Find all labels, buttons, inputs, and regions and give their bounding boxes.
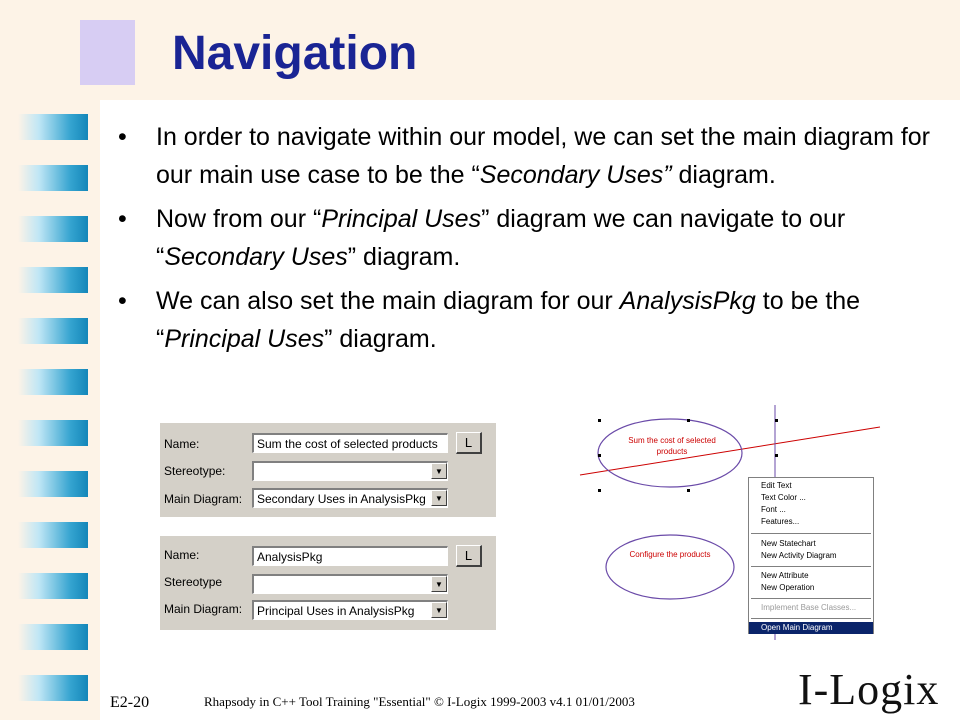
decor-stripe	[18, 420, 88, 446]
main-diagram-label: Main Diagram:	[164, 602, 243, 616]
decor-stripe	[18, 369, 88, 395]
decor-stripe	[18, 267, 88, 293]
selection-handle[interactable]	[775, 454, 778, 457]
dropdown-arrow-icon[interactable]: ▼	[431, 490, 447, 506]
stereotype-select[interactable]	[252, 574, 448, 594]
selection-handle[interactable]	[598, 454, 601, 457]
stereotype-label: Stereotype	[164, 575, 223, 589]
bullet-dot: •	[118, 123, 127, 151]
decor-stripe	[18, 624, 88, 650]
main-diagram-label: Main Diagram:	[164, 492, 243, 506]
bullet-item: • We can also set the main diagram for our AnalysisPkg to be the “Principal Uses” diagram.	[118, 282, 938, 358]
menu-separator	[751, 533, 871, 534]
main-diagram-select[interactable]	[252, 488, 448, 508]
menu-item-new-statechart[interactable]: New Statechart	[761, 539, 816, 548]
bullet-dot: •	[118, 205, 127, 233]
decor-stripe	[18, 522, 88, 548]
decor-stripe	[18, 216, 88, 242]
corner-decor-block	[80, 20, 135, 85]
menu-item-features[interactable]: Features...	[761, 517, 800, 526]
use-case-label-configure: Configure the products	[629, 550, 711, 559]
main-diagram-value: Principal Uses in AnalysisPkg	[257, 604, 415, 618]
bullet-list	[118, 118, 938, 364]
left-decor-band	[0, 0, 100, 720]
page-number: E2-20	[110, 694, 150, 711]
bullet-item: • Now from our “Principal Uses” diagram we can navigate to our “Secondary Uses” diagram.	[118, 200, 938, 276]
selection-handle[interactable]	[775, 419, 778, 422]
menu-separator	[751, 598, 871, 599]
decor-stripe	[18, 114, 88, 140]
menu-separator	[751, 566, 871, 567]
bullet-item: • In order to navigate within our model, we can set the main diagram for our main use case to be the “Secondary Uses” diagram.	[118, 118, 938, 194]
company-logo: I-Logix	[798, 665, 940, 714]
bullet-dot: •	[118, 287, 127, 315]
stereotype-select[interactable]	[252, 461, 448, 481]
footer-text: Rhapsody in C++ Tool Training "Essential" © I-Logix 1999-2003 v4.1 01/01/2003	[204, 694, 635, 709]
menu-item-new-attribute[interactable]: New Attribute	[761, 571, 809, 580]
menu-separator	[751, 618, 871, 619]
name-field[interactable]: AnalysisPkg	[252, 546, 448, 566]
name-label: Name:	[164, 437, 200, 451]
stereotype-label: Stereotype:	[164, 464, 226, 478]
selection-handle[interactable]	[687, 489, 690, 492]
context-menu	[748, 477, 874, 634]
use-case-label-sum-line2: products	[656, 447, 688, 456]
name-field[interactable]: Sum the cost of selected products	[252, 433, 448, 453]
selection-handle[interactable]	[598, 489, 601, 492]
menu-item-implement-base-classes: Implement Base Classes...	[761, 603, 857, 612]
decor-stripe	[18, 675, 88, 701]
dropdown-arrow-icon[interactable]: ▼	[431, 602, 447, 618]
menu-item-edit-text[interactable]: Edit Text	[761, 481, 792, 490]
use-case-properties-panel	[160, 423, 496, 517]
label-button[interactable]: L	[456, 545, 482, 567]
decor-stripe	[18, 165, 88, 191]
selection-handle[interactable]	[598, 419, 601, 422]
use-case-label-sum-line1: Sum the cost of selected	[628, 436, 716, 445]
slide-title: Navigation	[172, 27, 418, 80]
menu-item-new-activity-diagram[interactable]: New Activity Diagram	[761, 551, 837, 560]
decor-stripe	[18, 471, 88, 497]
decor-stripe	[18, 318, 88, 344]
dropdown-arrow-icon[interactable]: ▼	[431, 463, 447, 479]
use-case-ellipse-configure[interactable]	[606, 535, 734, 599]
dropdown-arrow-icon[interactable]: ▼	[431, 576, 447, 592]
menu-item-font[interactable]: Font ...	[761, 505, 786, 514]
menu-item-open-main-diagram[interactable]: Open Main Diagram	[749, 622, 873, 634]
package-properties-panel	[160, 536, 496, 630]
label-button[interactable]: L	[456, 432, 482, 454]
decor-stripe	[18, 573, 88, 599]
selection-handle[interactable]	[687, 419, 690, 422]
menu-item-new-operation[interactable]: New Operation	[761, 583, 815, 592]
main-diagram-value: Secondary Uses in AnalysisPkg	[257, 492, 426, 506]
name-label: Name:	[164, 548, 200, 562]
menu-item-text-color[interactable]: Text Color ...	[761, 493, 806, 502]
main-diagram-select[interactable]	[252, 600, 448, 620]
